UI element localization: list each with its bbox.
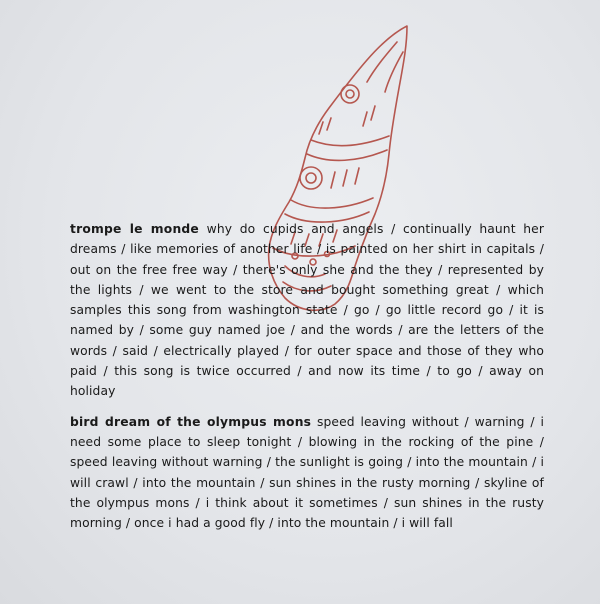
song-lyrics: why do cupids and angels / continually haunt her dreams / like memories of another life / is painted on her shirt in capitals / out on the free free way / there's only she and the they / represented by the lights / we went to the store and bought something great / which samples this song from washington state / go / go little record go / it is named by / some guy named joe / and the words / are the letters of the words / said / electrically played / for outer space and those of they who paid / this song is twice occurred / and now its time / to go / away on holiday: [70, 222, 545, 399]
song-trompe-le-monde: [70, 219, 544, 402]
lyrics-text-block: [70, 219, 544, 533]
song-lyrics: speed leaving without / warning / i need some place to sleep tonight / blowing in the rocking of the pine / speed leaving without warning / the sunlight is going / into the mountain / i will crawl / into the mountain / sun shines in the rusty morning / skyline of the olympus mons / i think about it sometimes / sun shines in the rusty morning / once i had a good fly / into the mountain / i will fall: [70, 414, 544, 531]
song-bird-dream-of-the-olympus-mons: [70, 412, 544, 534]
song-title: trompe le monde: [70, 222, 199, 236]
song-title: bird dream of the olympus mons: [70, 414, 312, 429]
